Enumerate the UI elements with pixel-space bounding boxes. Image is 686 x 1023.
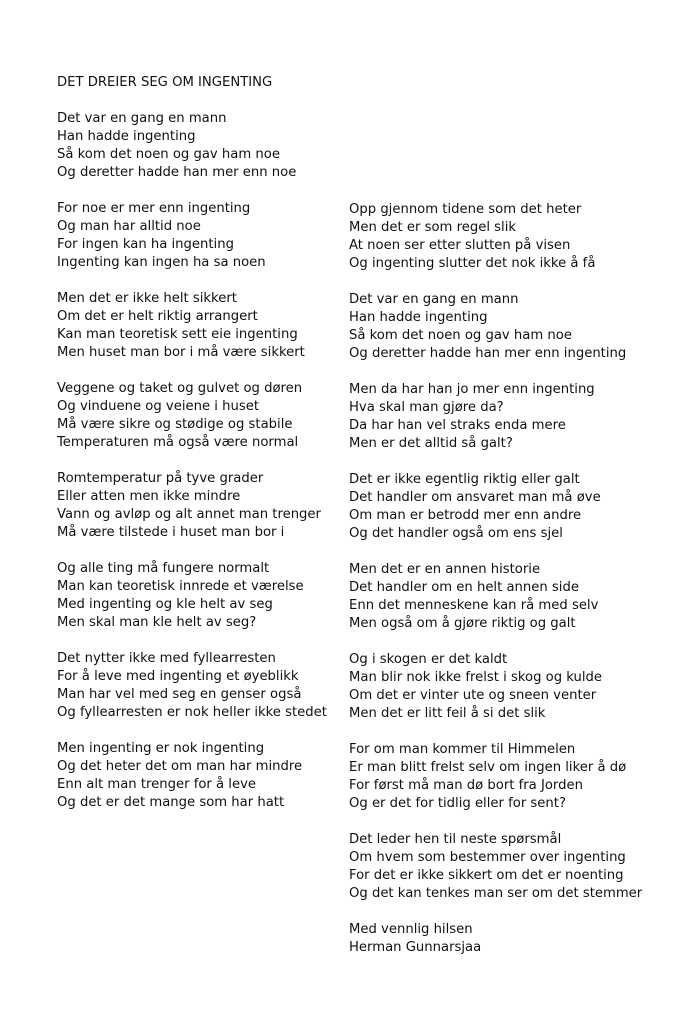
poem-line: Det leder hen til neste spørsmål xyxy=(349,832,562,847)
poem-line: For noe er mer enn ingenting xyxy=(57,201,251,216)
poem-line: Enn det menneskene kan rå med selv xyxy=(349,598,599,613)
poem-line: Ingenting kan ingen ha sa noen xyxy=(57,255,266,270)
poem-line: Det nytter ikke med fyllearresten xyxy=(57,651,276,666)
signoff xyxy=(349,921,679,957)
poem-line: Enn alt man trenger for å leve xyxy=(57,777,256,792)
poem-line: Må være tilstede i huset man bor i xyxy=(57,525,285,540)
poem-line: Må være sikre og stødige og stabile xyxy=(57,417,293,432)
right-column xyxy=(349,201,679,975)
poem-line: Med ingenting og kle helt av seg xyxy=(57,597,273,612)
poem-line: For først må man dø bort fra Jorden xyxy=(349,778,583,793)
stanza xyxy=(57,470,337,542)
poem-line: Og deretter hadde han mer enn ingenting xyxy=(349,346,627,361)
left-column xyxy=(57,110,337,830)
poem-line: Og det kan tenkes man ser om det stemmer xyxy=(349,886,643,901)
poem-line: Og det heter det om man har mindre xyxy=(57,759,303,774)
stanza xyxy=(57,110,337,182)
poem-line: Og det handler også om ens sjel xyxy=(349,526,563,541)
poem-line: Han hadde ingenting xyxy=(57,129,196,144)
poem-line: Så kom det noen og gav ham noe xyxy=(349,328,572,343)
poem-line: For det er ikke sikkert om det er noenting xyxy=(349,868,624,883)
poem-line: Er man blitt frelst selv om ingen liker å dø xyxy=(349,760,627,775)
poem-line: For ingen kan ha ingenting xyxy=(57,237,234,252)
poem-line: Men huset man bor i må være sikkert xyxy=(57,345,305,360)
poem-line: Man blir nok ikke frelst i skog og kulde xyxy=(349,670,603,685)
poem-line: Men også om å gjøre riktig og galt xyxy=(349,616,576,631)
poem-line: Man kan teoretisk innrede et værelse xyxy=(57,579,304,594)
stanza xyxy=(349,381,679,453)
poem-line: Opp gjennom tidene som det heter xyxy=(349,202,582,217)
stanza xyxy=(349,561,679,633)
stanza xyxy=(57,740,337,812)
poem-line: Hva skal man gjøre da? xyxy=(349,400,504,415)
poem-line: Men det er ikke helt sikkert xyxy=(57,291,237,306)
poem-line: Det var en gang en mann xyxy=(349,292,519,307)
poem-line: Om det er helt riktig arrangert xyxy=(57,309,258,324)
stanza xyxy=(57,380,337,452)
poem-line: Da har han vel straks enda mere xyxy=(349,418,566,433)
poem-line: Og i skogen er det kaldt xyxy=(349,652,508,667)
poem-line: Men er det alltid så galt? xyxy=(349,436,513,451)
poem-line: Og er det for tidlig eller for sent? xyxy=(349,796,566,811)
poem-line: Kan man teoretisk sett eie ingenting xyxy=(57,327,298,342)
poem-line: Og vinduene og veiene i huset xyxy=(57,399,259,414)
poem-line: Man har vel med seg en genser også xyxy=(57,687,302,702)
poem-line: Det er ikke egentlig riktig eller galt xyxy=(349,472,580,487)
poem-line: Men det er som regel slik xyxy=(349,220,517,235)
poem-line: For å leve med ingenting et øyeblikk xyxy=(57,669,299,684)
poem-line: Vann og avløp og alt annet man trenger xyxy=(57,507,321,522)
poem-line: Og man har alltid noe xyxy=(57,219,201,234)
poem-line: Om man er betrodd mer enn andre xyxy=(349,508,582,523)
stanza xyxy=(349,471,679,543)
poem-line: Det handler om en helt annen side xyxy=(349,580,579,595)
poem-line: Om hvem som bestemmer over ingenting xyxy=(349,850,626,865)
poem-line: Og det er det mange som har hatt xyxy=(57,795,285,810)
poem-line: Men det er litt feil å si det slik xyxy=(349,706,546,721)
poem-line: Det handler om ansvaret man må øve xyxy=(349,490,601,505)
poem-line: Og deretter hadde han mer enn noe xyxy=(57,165,297,180)
poem-line: Og fyllearresten er nok heller ikke stedet xyxy=(57,705,327,720)
poem-line: Men skal man kle helt av seg? xyxy=(57,615,257,630)
poem-line: Temperaturen må også være normal xyxy=(57,435,299,450)
stanza xyxy=(57,290,337,362)
poem-line: Men da har han jo mer enn ingenting xyxy=(349,382,595,397)
stanza xyxy=(57,650,337,722)
poem-line: At noen ser etter slutten på visen xyxy=(349,238,571,253)
closing-greeting: Med vennlig hilsen xyxy=(349,922,473,937)
poem-line: Veggene og taket og gulvet og døren xyxy=(57,381,303,396)
author-name: Herman Gunnarsjaa xyxy=(349,940,482,955)
poem-line: Det var en gang en mann xyxy=(57,111,227,126)
poem-title: DET DREIER SEG OM INGENTING xyxy=(57,75,273,90)
poem-line: Men ingenting er nok ingenting xyxy=(57,741,265,756)
poem-line: Og ingenting slutter det nok ikke å få xyxy=(349,256,596,271)
poem-line: Romtemperatur på tyve grader xyxy=(57,471,264,486)
poem-line: Og alle ting må fungere normalt xyxy=(57,561,270,576)
stanza xyxy=(57,200,337,272)
poem-line: Men det er en annen historie xyxy=(349,562,541,577)
poem-line: Eller atten men ikke mindre xyxy=(57,489,241,504)
stanza xyxy=(349,291,679,363)
stanza xyxy=(349,651,679,723)
stanza xyxy=(349,831,679,903)
poem-line: Om det er vinter ute og sneen venter xyxy=(349,688,597,703)
poem-line: Så kom det noen og gav ham noe xyxy=(57,147,280,162)
poem-line: For om man kommer til Himmelen xyxy=(349,742,576,757)
stanza xyxy=(57,560,337,632)
stanza xyxy=(349,201,679,273)
stanza xyxy=(349,741,679,813)
poem-line: Han hadde ingenting xyxy=(349,310,488,325)
